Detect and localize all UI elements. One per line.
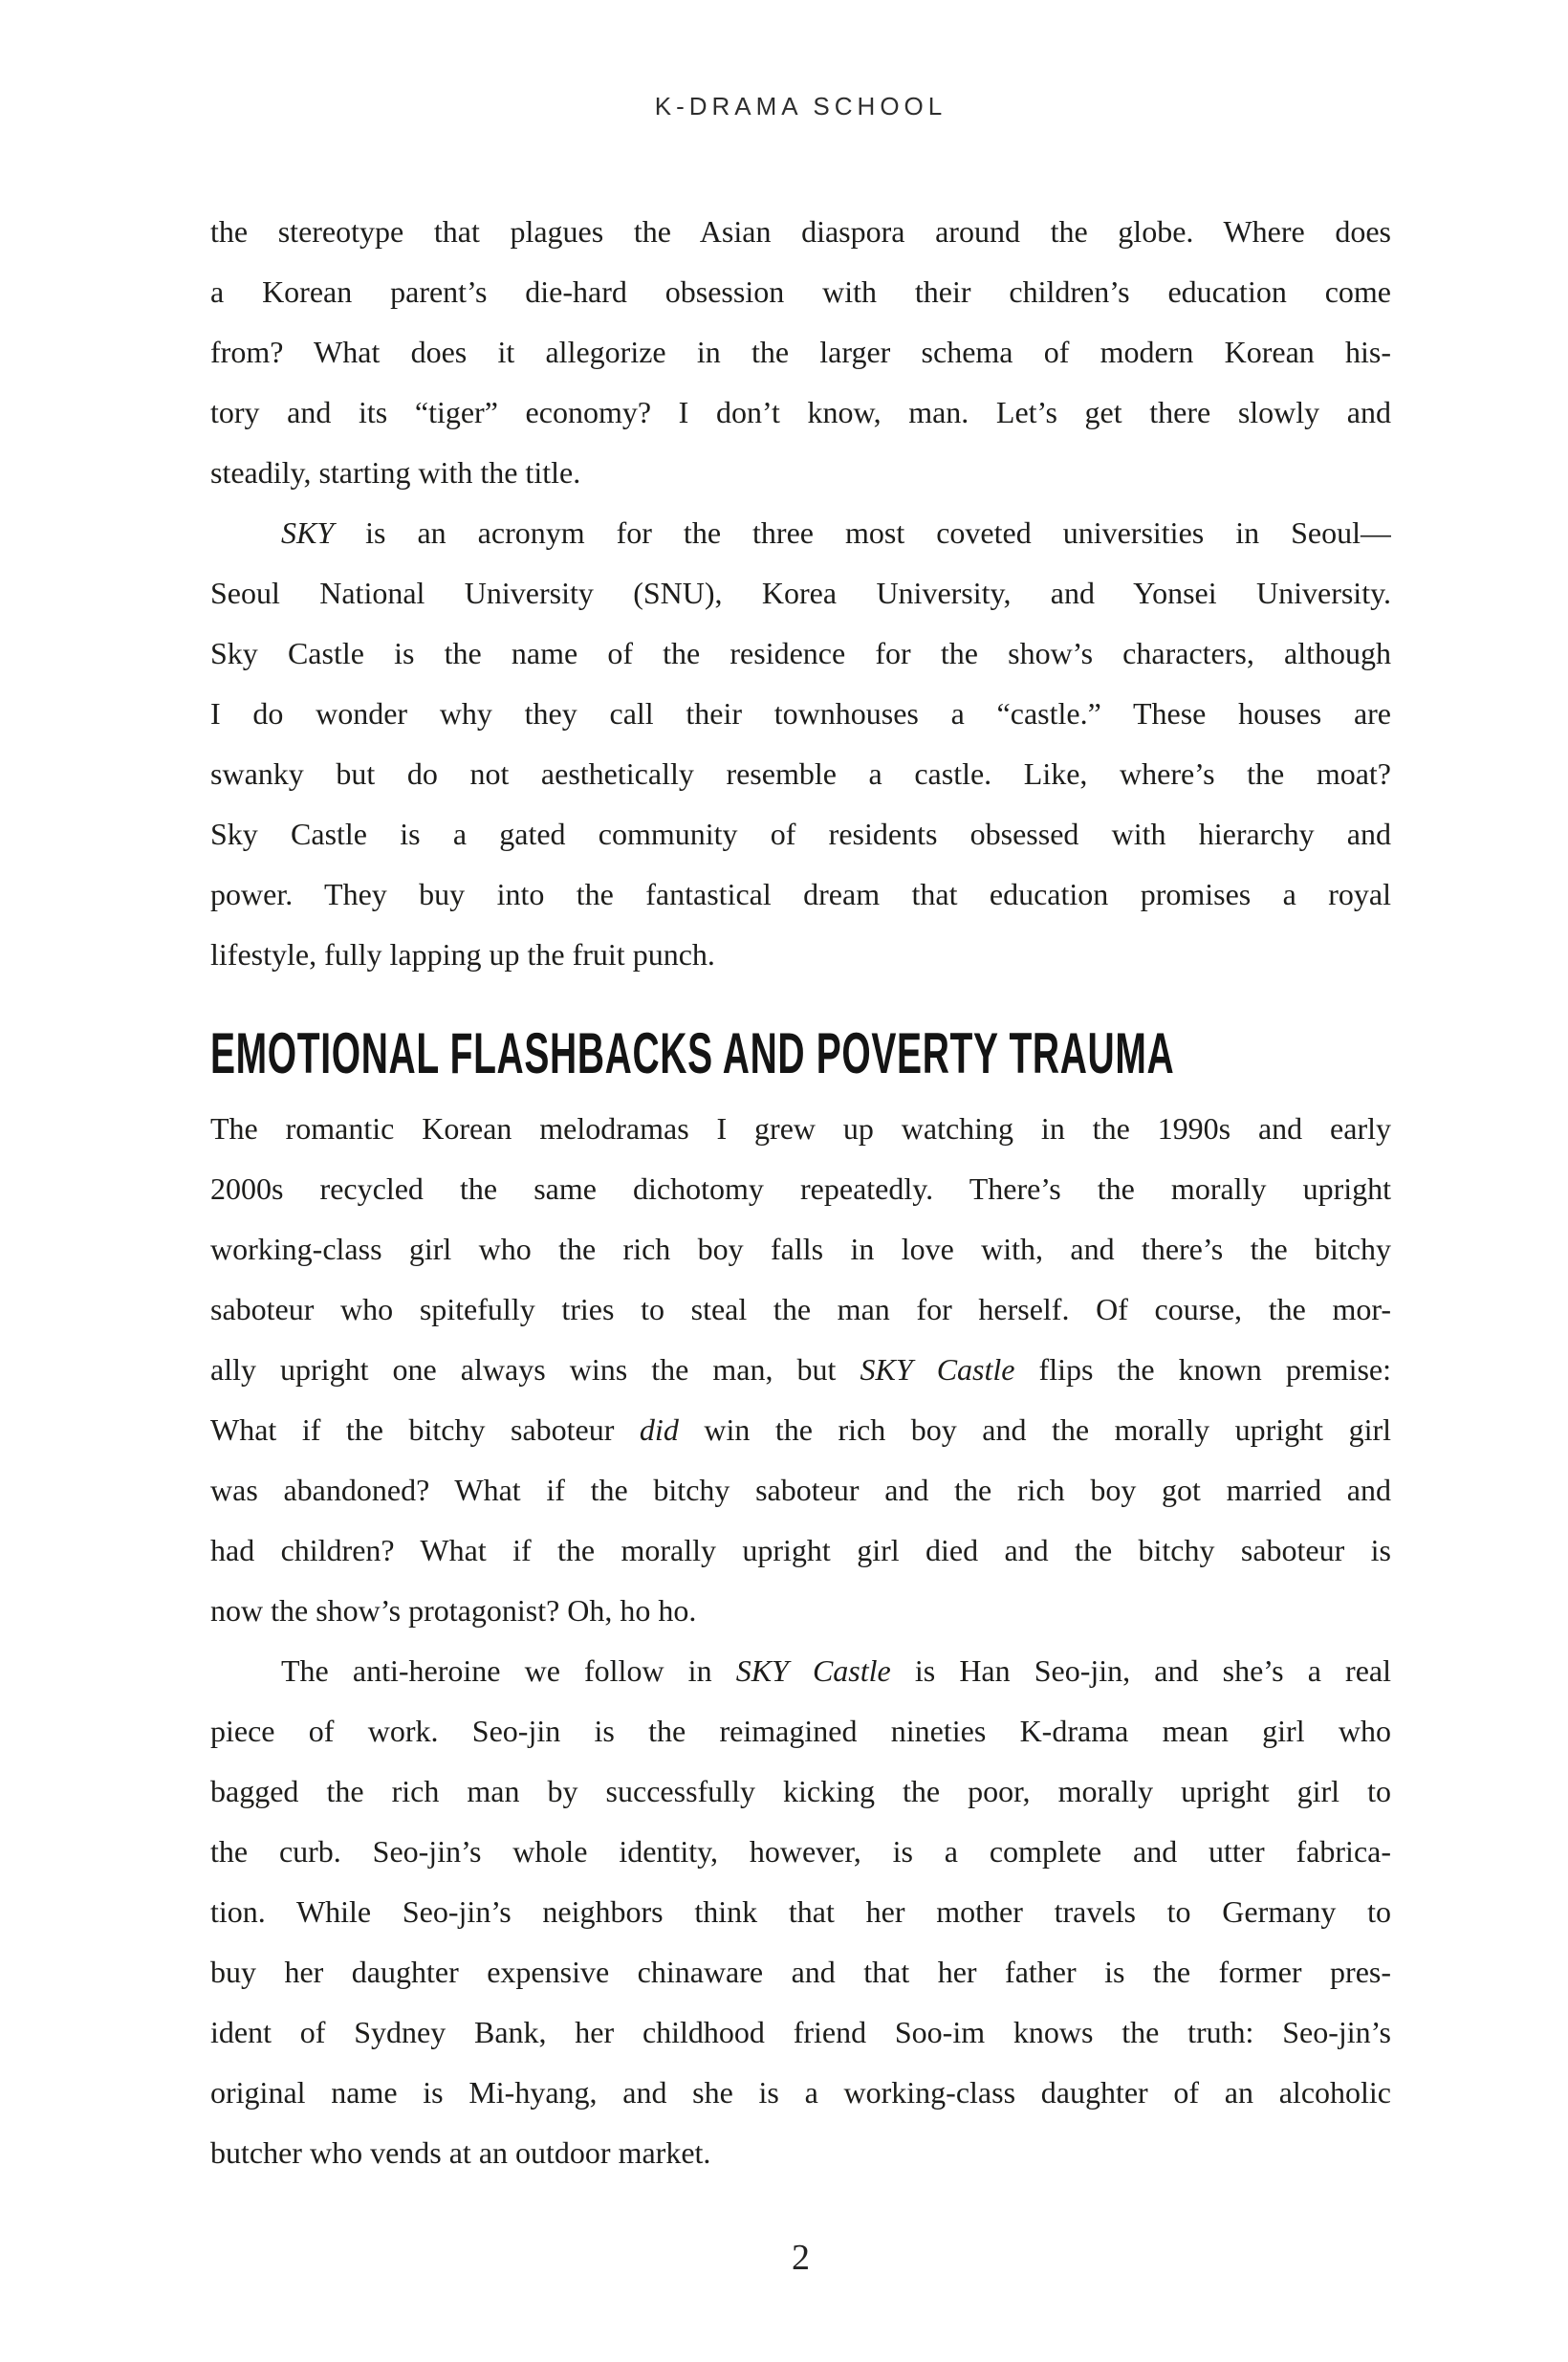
text-line: now the show’s protagonist? Oh, ho ho. [210, 1593, 697, 1628]
text-line: SKY is an acronym for the three most coveted universities in Seoul— [281, 515, 1391, 550]
text-line: 2000s recycled the same dichotomy repeatedly. There’s the morally upright [210, 1171, 1391, 1206]
text-line: I do wonder why they call their townhouses a “castle.” These houses are [210, 696, 1391, 731]
text-line: working-class girl who the rich boy falls in love with, and there’s the bitchy [210, 1232, 1391, 1266]
text-line: piece of work. Seo-jin is the reimagined nineties K-drama mean girl who [210, 1714, 1391, 1748]
text-line: lifestyle, fully lapping up the fruit punch. [210, 937, 715, 972]
text-line: What if the bitchy saboteur did win the rich boy and the morally upright girl [210, 1412, 1391, 1447]
text-line: Sky Castle is a gated community of residents obsessed with hierarchy and [210, 817, 1391, 851]
text-line: butcher who vends at an outdoor market. [210, 2135, 711, 2170]
section-heading-text: EMOTIONAL FLASHBACKS AND POVERTY TRAUMA [210, 1021, 1175, 1085]
text-line: the stereotype that plagues the Asian diaspora around the globe. Where does [210, 214, 1391, 249]
paragraph [210, 1099, 1391, 1641]
text-line: power. They buy into the fantastical dream that education promises a royal [210, 877, 1391, 911]
running-header: K-DRAMA SCHOOL [654, 92, 947, 120]
text-line: bagged the rich man by successfully kicking the poor, morally upright girl to [210, 1774, 1391, 1808]
text-line: steadily, starting with the title. [210, 455, 581, 490]
paragraph [210, 202, 1391, 503]
text-line: saboteur who spitefully tries to steal the man for herself. Of course, the mor- [210, 1292, 1391, 1326]
text-line: original name is Mi-hyang, and she is a working-class daughter of an alcoholic [210, 2075, 1391, 2110]
text-line: swanky but do not aesthetically resemble a castle. Like, where’s the moat? [210, 756, 1391, 791]
text-line: Seoul National University (SNU), Korea University, and Yonsei University. [210, 576, 1391, 610]
section-heading [210, 1021, 1391, 1085]
text-line: was abandoned? What if the bitchy saboteur and the rich boy got married and [210, 1473, 1391, 1507]
text-line: The romantic Korean melodramas I grew up watching in the 1990s and early [210, 1111, 1391, 1146]
text-line: The anti-heroine we follow in SKY Castle is Han Seo-jin, and she’s a real [281, 1653, 1391, 1688]
paragraph [210, 503, 1391, 985]
text-line: a Korean parent’s die-hard obsession with their children’s education come [210, 274, 1391, 309]
text-line: from? What does it allegorize in the larger schema of modern Korean his- [210, 335, 1391, 369]
paragraph [210, 1641, 1391, 2183]
text-line: ally upright one always wins the man, but SKY Castle flips the known premise: [210, 1352, 1391, 1387]
text-line: tion. While Seo-jin’s neighbors think that her mother travels to Germany to [210, 1894, 1391, 1929]
text-line: tory and its “tiger” economy? I don’t know, man. Let’s get there slowly and [210, 395, 1391, 429]
text-line: had children? What if the morally upright girl died and the bitchy saboteur is [210, 1533, 1391, 1567]
page-number: 2 [792, 2238, 810, 2278]
text-line: Sky Castle is the name of the residence for the show’s characters, although [210, 636, 1391, 670]
page-content [210, 202, 1391, 2183]
text-line: buy her daughter expensive chinaware and that her father is the former pres- [210, 1955, 1391, 1989]
text-line: the curb. Seo-jin’s whole identity, however, is a complete and utter fabrica- [210, 1834, 1391, 1869]
text-line: ident of Sydney Bank, her childhood friend Soo-im knows the truth: Seo-jin’s [210, 2015, 1391, 2049]
